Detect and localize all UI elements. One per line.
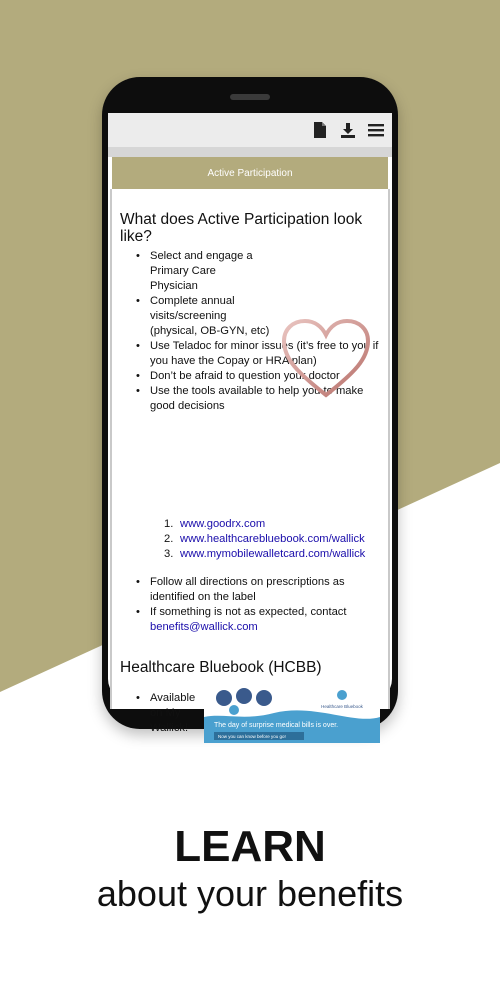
promo-title: LEARN — [174, 822, 326, 871]
list-item — [134, 605, 364, 635]
prescription-bullet-list — [134, 575, 364, 635]
hcbb-brand-text: Healthcare Bluebook — [321, 704, 363, 709]
link-item[interactable] — [164, 517, 394, 532]
list-item: • Select and engage a Primary Care Physician — [134, 249, 264, 294]
link-number: 1. — [164, 518, 174, 530]
download-icon[interactable] — [339, 121, 357, 139]
tools-link-list — [164, 517, 394, 562]
list-item: • Complete annual visits/screening (physical, OB-GYN, etc) — [134, 294, 270, 339]
list-item-text: If something is not as expected, contact — [150, 606, 347, 618]
document-icon[interactable] — [311, 121, 329, 139]
goodrx-link[interactable]: www.goodrx.com — [180, 518, 266, 530]
mymobilewalletcard-link[interactable]: www.mymobilewalletcard.com/wallick — [180, 548, 366, 560]
list-item: • Follow all directions on prescriptions as identified on the label — [134, 575, 364, 605]
right-page-edge — [388, 189, 390, 709]
phone-frame — [102, 77, 398, 739]
link-item[interactable] — [164, 532, 394, 547]
link-item[interactable] — [164, 547, 394, 562]
phone-speaker — [230, 94, 270, 100]
link-number: 2. — [164, 533, 174, 545]
list-item: • Use the tools available to help you to make good decisions — [134, 384, 382, 414]
list-item-text: • Use Teladoc for minor issues (it’s free to you if you have the Copay or HRA plan) — [150, 340, 379, 367]
page-header-title: Active Participation — [207, 167, 293, 179]
section-title-active-participation: What does Active Participation look like? — [120, 211, 363, 245]
benefits-email-link[interactable]: benefits@wallick.com — [150, 621, 258, 633]
list-item: • Available on My Wallick! — [134, 691, 196, 736]
hcbb-banner-image[interactable] — [204, 683, 380, 743]
heart-illustration — [278, 315, 374, 401]
menu-icon[interactable] — [367, 121, 385, 139]
promo-subtitle: about your benefits — [96, 873, 404, 914]
link-number: 3. — [164, 548, 174, 560]
list-item: • Don’t be afraid to question your doctor — [134, 369, 382, 384]
phone-screen — [108, 113, 392, 739]
section-title-hcbb: Healthcare Bluebook (HCBB) — [120, 659, 322, 676]
hcbb-banner-graphic — [204, 683, 380, 743]
page-header — [112, 157, 388, 189]
toolbar-divider — [108, 147, 392, 157]
healthcarebluebook-link[interactable]: www.healthcarebluebook.com/wallick — [180, 533, 365, 545]
hcbb-subline-text: Now you can know before you go! — [218, 734, 286, 739]
hcbb-headline-text: The day of surprise medical bills is over. — [214, 722, 339, 729]
app-toolbar — [108, 113, 392, 147]
hcbb-bullet-list — [134, 691, 196, 736]
